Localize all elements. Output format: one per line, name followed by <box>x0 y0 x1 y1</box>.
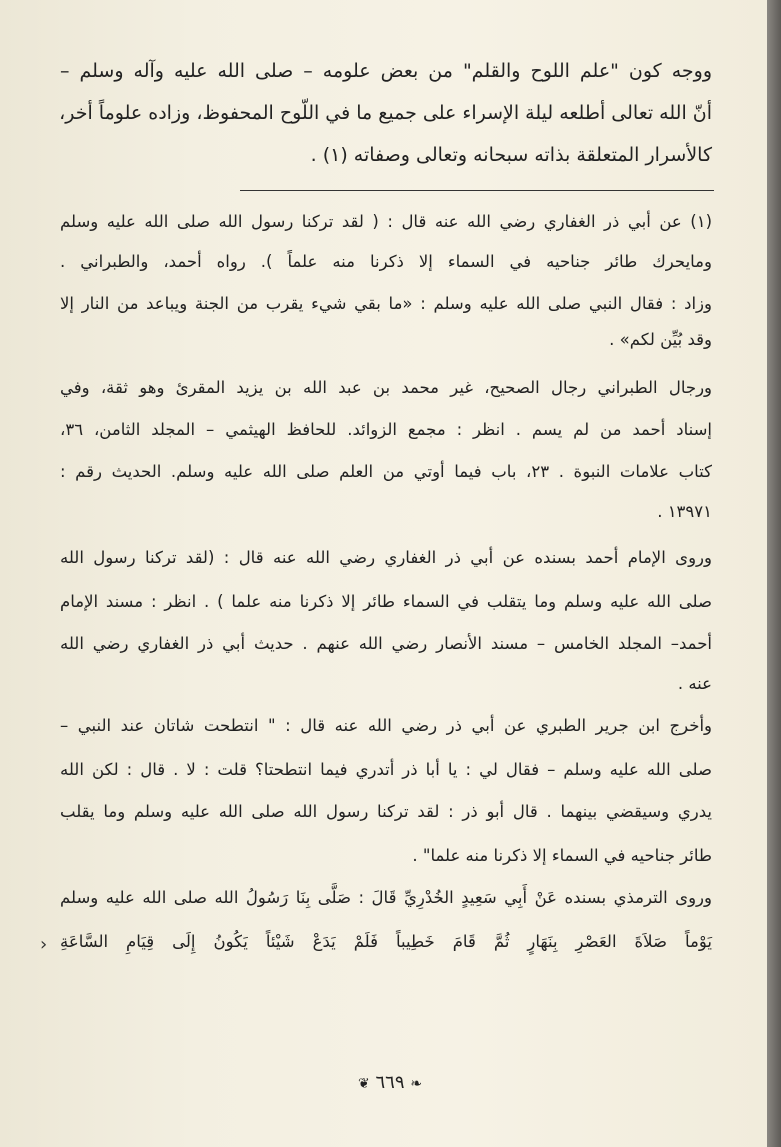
footnote-line: وأخرج ابن جرير الطبري عن أبي ذر رضي الله عنه قال : " انتطحت شاتان عند النبي – <box>60 716 712 735</box>
footnote-line: ورجال الطبراني رجال الصحيح، غير محمد بن عبد الله بن يزيد المقرئ وهو ثقة، وفي <box>60 378 712 397</box>
main-text-line: ووجه كون "علم اللوح والقلم" من بعض علومه – صلى الله عليه وآله وسلم – <box>60 60 712 82</box>
page-edge <box>767 0 781 1147</box>
footnote-separator <box>240 190 714 191</box>
footnote-line: إسناد أحمد من لم يسم . انظر : مجمع الزوائد. للحافظ الهيثمي – المجلد الثامن، ٣٦، <box>60 420 712 439</box>
footnote-line: صلى الله عليه وسلم وما يتقلب في السماء طائر إلا ذكرنا منه علما ) . انظر : مسند الإمام <box>60 592 712 611</box>
footnote-line: أحمد– المجلد الخامس – مسند الأنصار رضي الله عنهم . حديث أبي ذر الغفاري رضي الله <box>60 634 712 653</box>
footnote-line: وروى الإمام أحمد بسنده عن أبي ذر الغفاري رضي الله عنه قال : (لقد تركنا رسول الله <box>60 548 712 567</box>
ornament-left-icon: ❦ <box>358 1076 370 1092</box>
continuation-mark: › <box>40 934 48 955</box>
footnote-line: طائر جناحيه في السماء إلا ذكرنا منه علما" . <box>412 846 712 865</box>
main-text-line: أنّ الله تعالى أطلعه ليلة الإسراء على جميع ما في اللّوح المحفوظ، وزاده علوماً أخر، <box>59 102 712 124</box>
footnote-line: يدري وسيقضي بينهما . قال أبو ذر : لقد تركنا رسول الله صلى الله عليه وسلم وما يقلب <box>60 802 712 821</box>
main-text-line: كالأسرار المتعلقة بذاته سبحانه وتعالى وصفاته (١) . <box>310 144 712 166</box>
footnote-line: عنه . <box>677 674 712 693</box>
footnote-line: كتاب علامات النبوة . ٢٣، باب فيما أوتي من العلم صلى الله عليه وسلم. الحديث رقم : <box>60 462 712 481</box>
footnote-line: ١٣٩٧١ . <box>657 502 712 521</box>
footnote-line: صلى الله عليه وسلم – فقال لي : يا أبا ذر أتدري فيما انتطحتا؟ قلت : لا . قال : لكن الله <box>60 760 712 779</box>
page-number <box>330 1072 450 1093</box>
footnote-line: (١) عن أبي ذر الغفاري رضي الله عنه قال : ( لقد تركنا رسول الله صلى الله عليه وسلم <box>60 212 712 231</box>
footnote-line: يَوْماً صَلاَةَ العَصْرِ بِنَهَارٍ ثُمَّ قَامَ خَطِيباً فَلَمْ يَدَعْ شَيْئاً يَكُونُ إِلَى قِيَامِ السَّاعَةِ <box>60 932 712 951</box>
footnote-line: ومايحرك طائر جناحيه في السماء إلا ذكرنا منه علماً ). رواه أحمد، والطبراني . <box>60 252 712 271</box>
footnote-line: وقد بُيِّن لكم» . <box>609 330 712 349</box>
footnote-line: وروى الترمذي بسنده عَنْ أَبِي سَعِيدٍ الخُدْرِيِّ قَالَ : صَلَّى بِنَا رَسُولُ الله صلى الله عليه وسلم <box>60 888 712 907</box>
footnote-line: وزاد : فقال النبي صلى الله عليه وسلم : «ما بقي شيء يقرب من الجنة ويباعد من النار إلا <box>60 294 712 313</box>
page-number-text: ٦٦٩ <box>375 1072 405 1093</box>
ornament-right-icon: ❧ <box>410 1076 422 1092</box>
